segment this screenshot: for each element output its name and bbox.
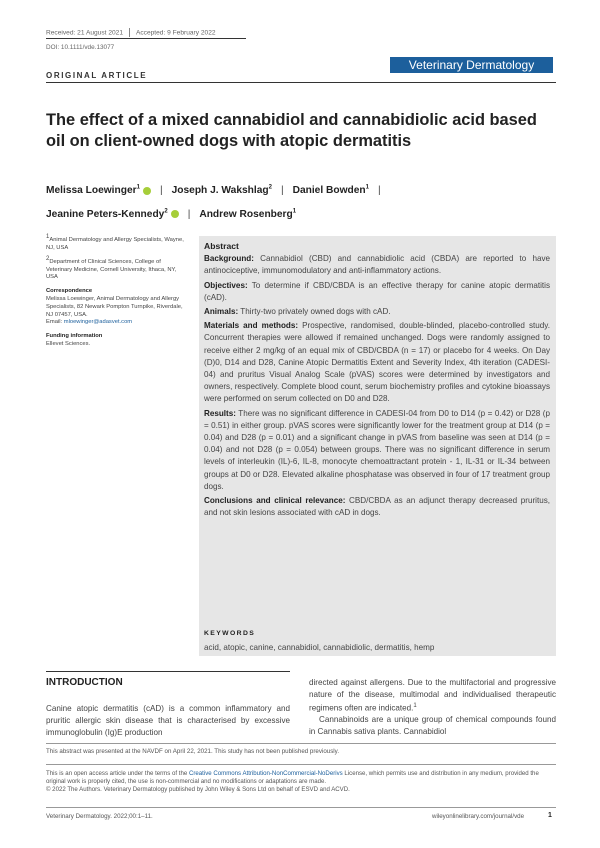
- abstract: [204, 240, 550, 521]
- correspondence-text: Melissa Loewinger, Animal Dermatology and Allergy Specialists, 82 Newark Pompton Turnpike, Riverdale, NJ 07457, USA. Email: mloewinger@adasvet.com: [46, 296, 183, 326]
- abstract-objectives: Objectives: To determine if CBD/CBDA is an effective therapy for canine atopic dermatitis (cAD).: [204, 280, 551, 302]
- funding-text: Ellevet Sciences.: [46, 341, 91, 348]
- affiliation: $^2$Department of Clinical Sciences, College of Veterinary Medicine, Cornell University, Ithaca, NY, USA: [46, 256, 177, 281]
- citation-footer: Veterinary Dermatology. 2022;00:1–11.: [46, 813, 153, 820]
- article-title: The effect of a mixed cannabidiol and cannabidiolic acid based oil on client-owned dogs with atopic dermatitis: [46, 111, 537, 150]
- publication-dates: [46, 28, 216, 37]
- introduction-heading: INTRODUCTION: [46, 677, 123, 688]
- author-name[interactable]: Jeanine Peters-Kennedy$^2$: [46, 208, 168, 220]
- author-name[interactable]: Melissa Loewinger$^1$: [46, 185, 140, 197]
- author-name[interactable]: Daniel Bowden$^1$: [292, 185, 369, 197]
- journal-banner: Veterinary Dermatology: [390, 57, 553, 73]
- divider: [46, 82, 556, 83]
- keywords-heading: KEYWORDS: [204, 630, 256, 637]
- affiliations-sidebar: [46, 234, 186, 353]
- divider: [46, 38, 246, 39]
- journal-url[interactable]: wileyonlinelibrary.com/journal/vde: [432, 813, 525, 820]
- presentation-note: This abstract was presented at the NAVDF on April 22, 2021. This study has not been published previously.: [46, 748, 340, 755]
- orcid-icon[interactable]: [143, 187, 151, 195]
- abstract-results: Results: There was no significant difference in CADESI-04 from D0 to D14 (p = 0.42) or D28 (p = 0.51) in either group. pVAS scores were significantly lower for the treatment group at D14 (p = 0.04) and D28 (p = 0.01) and a significant change in pVAS from baseline was seen at D14 (p = 0.04) and not D28 (p = 0.054) between groups. There was no significant difference in serum levels of interleukin (IL)-6, IL-8, monocyte chemoattractant protein - 1, IL-31 or IL-34 between groups at D0 or D28. Elevated alkaline phosphatase was observed in four of 17 treatment group dogs.: [204, 408, 550, 491]
- affiliation: $^1$Animal Dermatology and Allergy Specialists, Wayne, NJ, USA: [46, 234, 184, 251]
- funding-heading: Funding information: [46, 332, 103, 339]
- email-link[interactable]: mloewinger@adasvet.com: [63, 319, 133, 326]
- intro-column-1: Canine atopic dermatitis (cAD) is a common inflammatory and pruritic allergic skin disease that is characterised by excessive immunoglobulin (Ig)E production: [46, 704, 290, 737]
- author-list: Melissa Loewinger$^1$ | Joseph J. Wakshlag$^2$ | Daniel Bowden$^1$ | Jeanine Peters-Kennedy$^2$ | Andrew Rosenberg$^1$: [46, 185, 381, 220]
- accepted-date: Accepted: 9 February 2022: [135, 29, 216, 37]
- abstract-heading: Abstract: [204, 241, 239, 251]
- keywords-list: acid, atopic, canine, cannabidiol, cannabidiolic, dermatitis, hemp: [204, 643, 435, 652]
- orcid-icon[interactable]: [171, 210, 179, 218]
- page-number: 1: [548, 812, 552, 819]
- author-name[interactable]: Joseph J. Wakshlag$^2$: [171, 185, 272, 197]
- intro-column-2: directed against allergens. Due to the multifactorial and progressive nature of the disease, multimodal and individualised therapeutic regimens often are indicated.$^1$ Cannabinoids are a unique group of chemical compounds found in Cannabis sativa plants. Cannabidiol: [309, 678, 556, 736]
- article-type: ORIGINAL ARTICLE: [46, 71, 148, 80]
- divider: [46, 807, 556, 808]
- received-date: Received: 21 August 2021: [46, 29, 123, 37]
- open-access-notice: This is an open access article under the terms of the Creative Commons Attribution-NonCommercial-NoDerivs License, which permits use and distribution in any medium, provided the original work is properly cited, the use is non-commercial and no modifications or adaptations are made. © 2022 The Authors. Veterinary Dermatology published by John Wiley & Sons Ltd on behalf of ESVD and ACVD.: [46, 770, 539, 793]
- divider: [46, 671, 290, 672]
- divider: [46, 743, 556, 744]
- correspondence-heading: Correspondence: [46, 287, 93, 294]
- abstract-background: Background: Cannabidiol (CBD) and cannabidiolic acid (CBDA) are reported to have antinociceptive, immunomodulatory and anti-inflammatory actions.: [204, 254, 550, 276]
- doi[interactable]: DOI: 10.1111/vde.13077: [46, 44, 115, 51]
- abstract-conclusions: Conclusions and clinical relevance: CBD/CBDA as an adjunct therapy decreased pruritus, and not skin lesions associated with cAD in dogs.: [204, 496, 550, 518]
- abstract-methods: Materials and methods: Prospective, randomised, double-blinded, placebo-controlled study. Concurrent therapies were allowed if remained unchanged. Dogs were randomly assigned to receive either 2 mg/kg of an equal mix of CBD/CBDA (n = 17) or placebo for 4 weeks. On Day (D)0, D14 and D28, Canine Atopic Dermatitis Extent and Severity Index, 4th iteration (CADESI-04) and pruritus Visual Analog Scale (pVAS) scores were determined by investigators and owners, respectively. Complete blood count, serum biochemistry profiles and cytokine bioassays were performed on serum collected on D0 and D28.: [204, 321, 550, 404]
- divider: [129, 28, 130, 37]
- citation-ref[interactable]: 1: [413, 702, 417, 709]
- abstract-animals: Animals: Thirty-two privately owned dogs with cAD.: [204, 307, 391, 317]
- author-name[interactable]: Andrew Rosenberg$^1$: [199, 208, 297, 220]
- license-link[interactable]: Creative Commons Attribution-NonCommercial-NoDerivs: [188, 770, 343, 777]
- divider: [46, 764, 556, 765]
- copyright: © 2022 The Authors. Veterinary Dermatology published by John Wiley & Sons Ltd on behalf of ESVD and ACVD.: [46, 785, 350, 793]
